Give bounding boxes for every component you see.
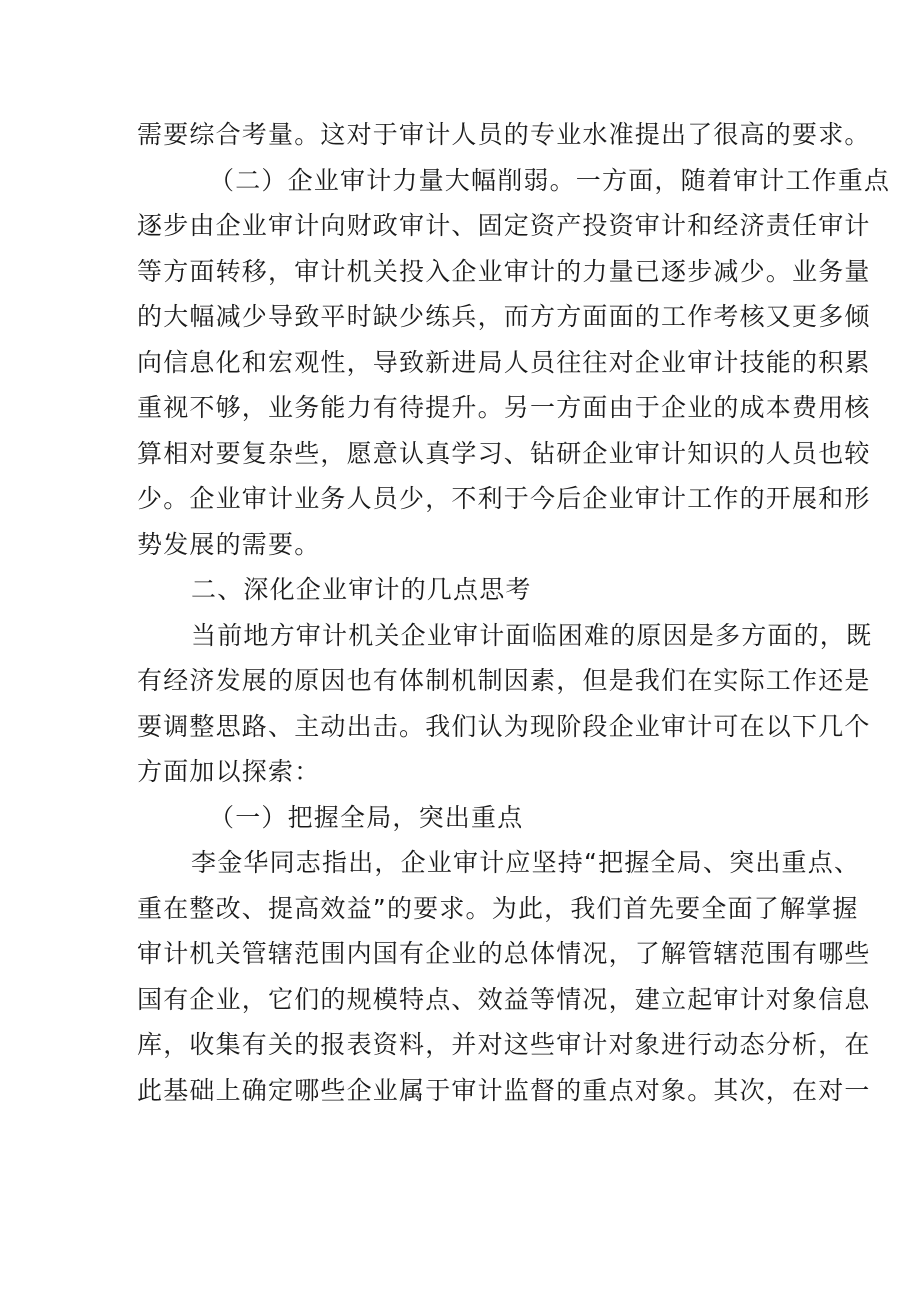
text-line: 方面加以探索： bbox=[137, 757, 321, 786]
text-line: 李金华同志指出，企业审计应坚持“把握全局、突出重点、 bbox=[191, 848, 861, 877]
text-line: 国有企业，它们的规模特点、效益等情况，建立起审计对象信息 bbox=[137, 984, 871, 1014]
text-line: 算相对要复杂些，愿意认真学习、钻研企业审计知识的人员也较 bbox=[137, 438, 871, 468]
subsection-heading: （一）把握全局，突出重点 bbox=[209, 802, 524, 832]
text-line: 有经济发展的原因也有体制机制因素，但是我们在实际工作还是 bbox=[137, 666, 871, 695]
text-line: 势发展的需要。 bbox=[137, 529, 321, 559]
text-line: 审计机关管辖范围内国有企业的总体情况，了解管辖范围有哪些 bbox=[137, 939, 871, 968]
text-line: 当前地方审计机关企业审计面临困难的原因是多方面的，既 bbox=[191, 620, 873, 650]
text-line: 的大幅减少导致平时缺少练兵，而方方面面的工作考核又更多倾 bbox=[137, 302, 871, 331]
text-line: （二）企业审计力量大幅削弱。一方面，随着审计工作重点 bbox=[209, 165, 891, 195]
document-body bbox=[137, 112, 891, 1113]
section-heading: 二、深化企业审计的几点思考 bbox=[191, 575, 532, 604]
text-line: 此基础上确定哪些企业属于审计监督的重点对象。其次，在对一 bbox=[137, 1075, 871, 1105]
text-line: 等方面转移，审计机关投入企业审计的力量已逐步减少。业务量 bbox=[137, 256, 871, 286]
text-line: 逐步由企业审计向财政审计、固定资产投资审计和经济责任审计 bbox=[137, 211, 871, 240]
text-line: 重视不够，业务能力有待提升。另一方面由于企业的成本费用核 bbox=[137, 393, 871, 422]
text-line: 重在整改、提高效益”的要求。为此，我们首先要全面了解掌握 bbox=[137, 893, 859, 923]
text-line: 需要综合考量。这对于审计人员的专业水准提出了很高的要求。 bbox=[137, 120, 871, 149]
text-line: 库，收集有关的报表资料，并对这些审计对象进行动态分析，在 bbox=[137, 1030, 871, 1059]
text-line: 向信息化和宏观性，导致新进局人员往往对企业审计技能的积累 bbox=[137, 347, 871, 377]
text-line: 少。企业审计业务人员少，不利于今后企业审计工作的开展和形 bbox=[137, 484, 871, 513]
text-line: 要调整思路、主动出击。我们认为现阶段企业审计可在以下几个 bbox=[137, 711, 871, 741]
